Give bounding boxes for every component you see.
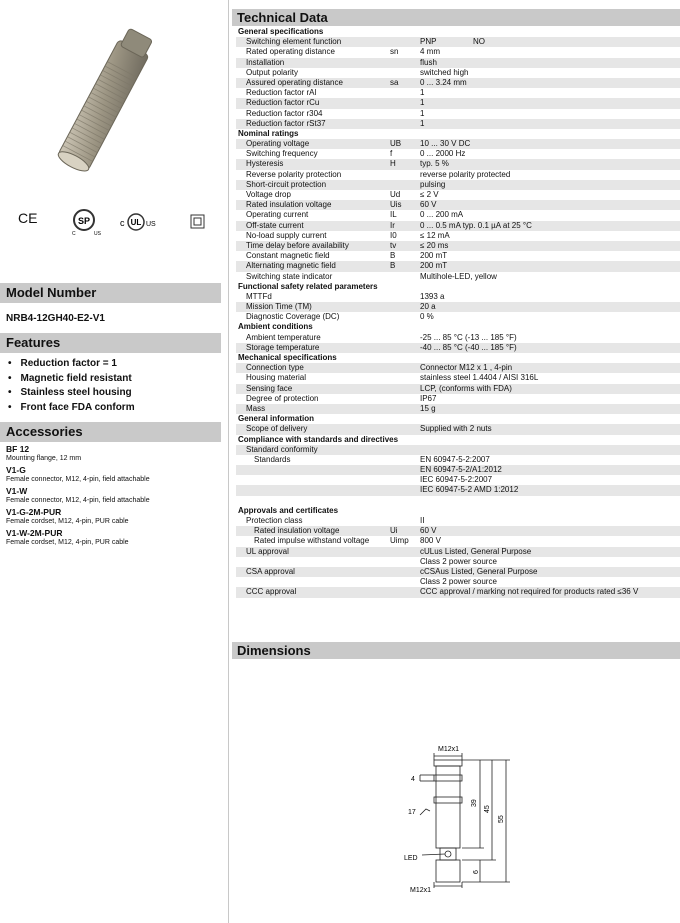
spec-section-header [236, 414, 680, 424]
dim-label-top: M12x1 [438, 746, 460, 753]
spec-symbol: Uimp [390, 536, 409, 546]
spec-value: 0 ... 200 mA [420, 210, 464, 220]
spec-symbol: Ir [390, 220, 395, 230]
spec-value: NO [473, 37, 485, 47]
spec-label: Storage temperature [246, 342, 320, 352]
spec-row [236, 363, 680, 373]
spec-label: Assured operating distance [246, 77, 343, 87]
dim-6-label: 6 [473, 870, 480, 874]
spec-row [236, 58, 680, 68]
spec-value: reverse polarity protected [420, 169, 511, 179]
spec-value: 0 ... 0.5 mA typ. 0.1 µA at 25 °C [420, 220, 532, 230]
svg-text:US: US [94, 231, 101, 236]
spec-label: MTTFd [246, 291, 272, 301]
section-label: Mechanical specifications [238, 353, 337, 362]
spec-row [236, 516, 680, 526]
accessory-name: V1-G [6, 465, 26, 475]
spec-symbol: Uis [390, 200, 402, 210]
spec-row [236, 210, 680, 220]
spec-value: 1393 a [420, 291, 445, 301]
top-nut [434, 760, 462, 766]
spec-label: Switching element function [246, 37, 342, 47]
class-ii-mark-icon [190, 214, 206, 230]
spec-section-header [236, 506, 680, 516]
spec-value: 200 mT [420, 261, 448, 271]
spec-value: typ. 5 % [420, 159, 449, 169]
spec-value: PNP [420, 37, 437, 47]
spec-row [236, 109, 680, 119]
spec-symbol: H [390, 159, 396, 169]
spec-label: Diagnostic Coverage (DC) [246, 312, 340, 322]
spec-label: Scope of delivery [246, 424, 308, 434]
spec-row [236, 68, 680, 78]
column-divider [228, 0, 229, 923]
spec-symbol: sa [390, 77, 399, 87]
spec-gap [236, 496, 680, 506]
spec-label: Connection type [246, 363, 304, 373]
spec-section-header [236, 322, 680, 332]
dim-label-bottom: M12x1 [410, 887, 432, 894]
ce-mark-icon: CE [18, 210, 38, 226]
spec-label: UL approval [246, 546, 289, 556]
accessory-desc: Female connector, M12, 4-pin, field attachable [6, 497, 150, 504]
spec-section-header [236, 27, 680, 37]
feature-item: • Front face FDA conform [8, 401, 221, 416]
sensor-barrel [436, 766, 460, 848]
spec-symbol: sn [390, 47, 399, 57]
dim-45-label: 45 [484, 805, 491, 813]
dimensions-title: Dimensions [232, 642, 680, 659]
svg-text:c: c [120, 218, 125, 228]
spec-value: 60 V [420, 526, 437, 536]
dim-55-label: 55 [498, 815, 505, 823]
spec-value: Multihole-LED, yellow [420, 271, 497, 281]
culus-mark-icon [120, 208, 164, 236]
section-label: General information [238, 414, 315, 424]
spec-symbol: Ud [390, 190, 401, 199]
csa-mark-icon [68, 206, 104, 236]
spec-row [236, 465, 680, 475]
spec-value: IP67 [420, 393, 437, 403]
spec-value: stainless steel 1.4404 / AISI 316L [420, 373, 539, 383]
accessory-name: V1-G-2M-PUR [6, 507, 62, 517]
spec-row [236, 149, 680, 159]
spec-label: Sensing face [246, 383, 293, 393]
spec-symbol: UB [390, 139, 402, 149]
spec-value: cULus Listed, General Purpose [420, 546, 532, 556]
spec-label: Output polarity [246, 67, 299, 77]
spec-symbol: B [390, 251, 396, 261]
spec-row [236, 404, 680, 414]
feature-item: • Stainless steel housing [8, 386, 221, 401]
spec-label: Switching state indicator [246, 271, 333, 281]
spec-row [236, 88, 680, 98]
spec-row [236, 424, 680, 434]
spec-label: Rated operating distance [246, 47, 335, 57]
spec-row [236, 526, 680, 536]
spec-value: Class 2 power source [420, 577, 497, 587]
right-column [232, 0, 680, 923]
spec-row [236, 221, 680, 231]
spec-value: LCP, (conforms with FDA) [420, 383, 512, 393]
features-list [0, 357, 221, 415]
spec-row [236, 343, 680, 353]
section-label: General specifications [238, 27, 324, 36]
spec-row [236, 536, 680, 546]
spec-value: IEC 60947-5-2:2007 [420, 475, 493, 485]
spec-value: IEC 60947-5-2 AMD 1:2012 [420, 485, 519, 495]
spec-label: Rated insulation voltage [246, 200, 332, 210]
spec-label: Hysteresis [246, 159, 284, 169]
spec-row [236, 333, 680, 343]
spec-row [236, 475, 680, 485]
spec-row [236, 557, 680, 567]
spec-value: ≤ 2 V [420, 190, 439, 199]
spec-label: CSA approval [246, 566, 295, 576]
spec-symbol: Ui [390, 526, 398, 536]
accessories-header: Accessories [0, 422, 221, 442]
spec-section-header [236, 435, 680, 445]
spec-value: CCC approval / marking not required for products rated ≤36 V [420, 587, 639, 597]
section-label: Nominal ratings [238, 128, 299, 138]
spec-value: 0 % [420, 312, 434, 322]
lower-nut [434, 797, 462, 803]
spec-row [236, 241, 680, 251]
feature-item: • Magnetic field resistant [8, 372, 221, 387]
accessory-desc: Mounting flange, 12 mm [6, 455, 82, 462]
spec-section-header [236, 129, 680, 139]
spec-value: 15 g [420, 403, 436, 413]
spec-label: Reverse polarity protection [246, 169, 342, 179]
spec-label: Standard conformity [246, 444, 318, 454]
spec-row [236, 190, 680, 200]
spec-row [236, 384, 680, 394]
spec-label: Operating voltage [246, 139, 310, 149]
upper-nut [434, 775, 462, 781]
spec-row [236, 119, 680, 129]
spec-value: ≤ 20 ms [420, 240, 449, 250]
spec-label: Ambient temperature [246, 332, 321, 342]
spec-row [236, 180, 680, 190]
spec-label: Time delay before availability [246, 240, 349, 250]
spec-row [236, 231, 680, 241]
model-number-header: Model Number [0, 283, 221, 303]
spec-row [236, 587, 680, 597]
spec-row [236, 170, 680, 180]
spec-value: Connector M12 x 1 , 4-pin [420, 363, 513, 373]
accessory-name: BF 12 [6, 444, 30, 454]
spec-label: Reduction factor rSt37 [246, 118, 326, 128]
spec-value: 1 [420, 88, 425, 98]
accessory-desc: Female cordset, M12, 4-pin, PUR cable [6, 539, 129, 546]
spec-symbol: tv [390, 240, 397, 250]
spec-label: Protection class [246, 516, 303, 525]
spec-label: Off-state current [246, 220, 304, 230]
spec-value: II [420, 516, 425, 525]
sensor-product-photo [0, 0, 221, 200]
spec-row [236, 485, 680, 495]
accessory-name: V1-W [6, 486, 28, 496]
spec-row [236, 577, 680, 587]
spec-label: Reduction factor r304 [246, 108, 323, 118]
svg-text:C: C [72, 231, 76, 236]
spec-label: Housing material [246, 373, 307, 383]
spec-label: Short-circuit protection [246, 179, 327, 189]
spec-row [236, 445, 680, 455]
spec-symbol: I0 [390, 230, 397, 240]
spec-value: EN 60947-5-2:2007 [420, 454, 490, 464]
spec-label: Switching frequency [246, 149, 318, 159]
spec-value: pulsing [420, 179, 446, 189]
connector-thread [436, 860, 460, 882]
spec-row [236, 547, 680, 557]
spec-value: -40 ... 85 °C (-40 ... 185 °F) [420, 342, 517, 352]
spec-value: ≤ 12 mA [420, 230, 450, 240]
spec-value: 4 mm [420, 47, 440, 57]
spec-value: Supplied with 2 nuts [420, 424, 492, 434]
accessory-desc: Female connector, M12, 4-pin, field attachable [6, 476, 150, 483]
spec-row [236, 159, 680, 169]
spec-row [236, 394, 680, 404]
spec-row [236, 78, 680, 88]
spec-label: Alternating magnetic field [246, 261, 336, 271]
spec-row [236, 455, 680, 465]
spec-label: Constant magnetic field [246, 251, 330, 261]
spec-label: No-load supply current [246, 230, 327, 240]
spec-label: Reduction factor rAl [246, 88, 317, 98]
wrench-size-label: 17 [408, 809, 416, 816]
spec-symbol: B [390, 261, 396, 271]
accessories-list [0, 444, 221, 547]
section-label: Approvals and certificates [238, 505, 339, 515]
spec-row [236, 139, 680, 149]
spec-section-header [236, 353, 680, 363]
spec-label: Standards [254, 454, 291, 464]
spec-value: 1 [420, 108, 425, 118]
accessory-desc: Female cordset, M12, 4-pin, PUR cable [6, 518, 129, 525]
spec-row [236, 292, 680, 302]
svg-text:SP: SP [77, 216, 91, 226]
spec-label: Operating current [246, 210, 309, 220]
spec-row [236, 261, 680, 271]
spec-value: 1 [420, 118, 425, 128]
spec-value: EN 60947-5-2/A1:2012 [420, 465, 502, 475]
spec-value: 0 ... 2000 Hz [420, 149, 466, 159]
spec-label: Installation [246, 57, 285, 67]
spec-row [236, 373, 680, 383]
spec-row [236, 567, 680, 577]
spec-row [236, 312, 680, 322]
spec-value: Class 2 power source [420, 556, 497, 566]
dim-39-label: 39 [471, 799, 478, 807]
spec-row [236, 37, 680, 47]
spec-value: 1 [420, 98, 425, 108]
spec-value: 800 V [420, 536, 441, 546]
technical-data-table [236, 27, 680, 598]
spec-row [236, 98, 680, 108]
svg-text:UL: UL [130, 218, 142, 227]
spec-section-header [236, 282, 680, 292]
spec-value: 0 ... 3.24 mm [420, 77, 467, 87]
spec-label: Mission Time (TM) [246, 302, 312, 312]
spec-symbol: f [390, 149, 393, 159]
section-label: Ambient conditions [238, 322, 313, 332]
spec-label: Rated impulse withstand voltage [254, 536, 370, 546]
spec-value: 20 a [420, 302, 436, 312]
led-label: LED [404, 855, 418, 862]
spec-value: 200 mT [420, 251, 448, 261]
spec-row [236, 47, 680, 57]
spec-label: Reduction factor rCu [246, 98, 320, 108]
section-label: Compliance with standards and directives [238, 434, 399, 444]
spec-row [236, 302, 680, 312]
spec-label: Degree of protection [246, 393, 319, 403]
feature-item: • Reduction factor = 1 [8, 357, 221, 372]
spec-row [236, 272, 680, 282]
spec-value: -25 ... 85 °C (-13 ... 185 °F) [420, 332, 517, 342]
spec-value: cCSAus Listed, General Purpose [420, 566, 538, 576]
spec-label: Voltage drop [246, 190, 291, 199]
spec-value: switched high [420, 67, 469, 77]
spec-symbol: IL [390, 210, 397, 220]
spec-value: 10 ... 30 V DC [420, 139, 471, 149]
svg-text:US: US [146, 221, 156, 228]
spec-value: 60 V [420, 200, 437, 210]
spec-row [236, 200, 680, 210]
dim-4-label: 4 [411, 776, 415, 783]
spec-value: flush [420, 57, 437, 67]
model-number: NRB4-12GH40-E2-V1 [6, 313, 105, 324]
features-header: Features [0, 333, 221, 353]
spec-row [236, 251, 680, 261]
dimension-drawing [392, 735, 592, 905]
accessory-name: V1-W-2M-PUR [6, 528, 63, 538]
left-column [0, 0, 221, 923]
spec-label: CCC approval [246, 587, 297, 597]
spec-label: Mass [246, 403, 266, 413]
spec-label: Rated insulation voltage [254, 526, 340, 536]
section-label: Functional safety related parameters [238, 281, 378, 291]
technical-data-title: Technical Data [232, 9, 680, 26]
